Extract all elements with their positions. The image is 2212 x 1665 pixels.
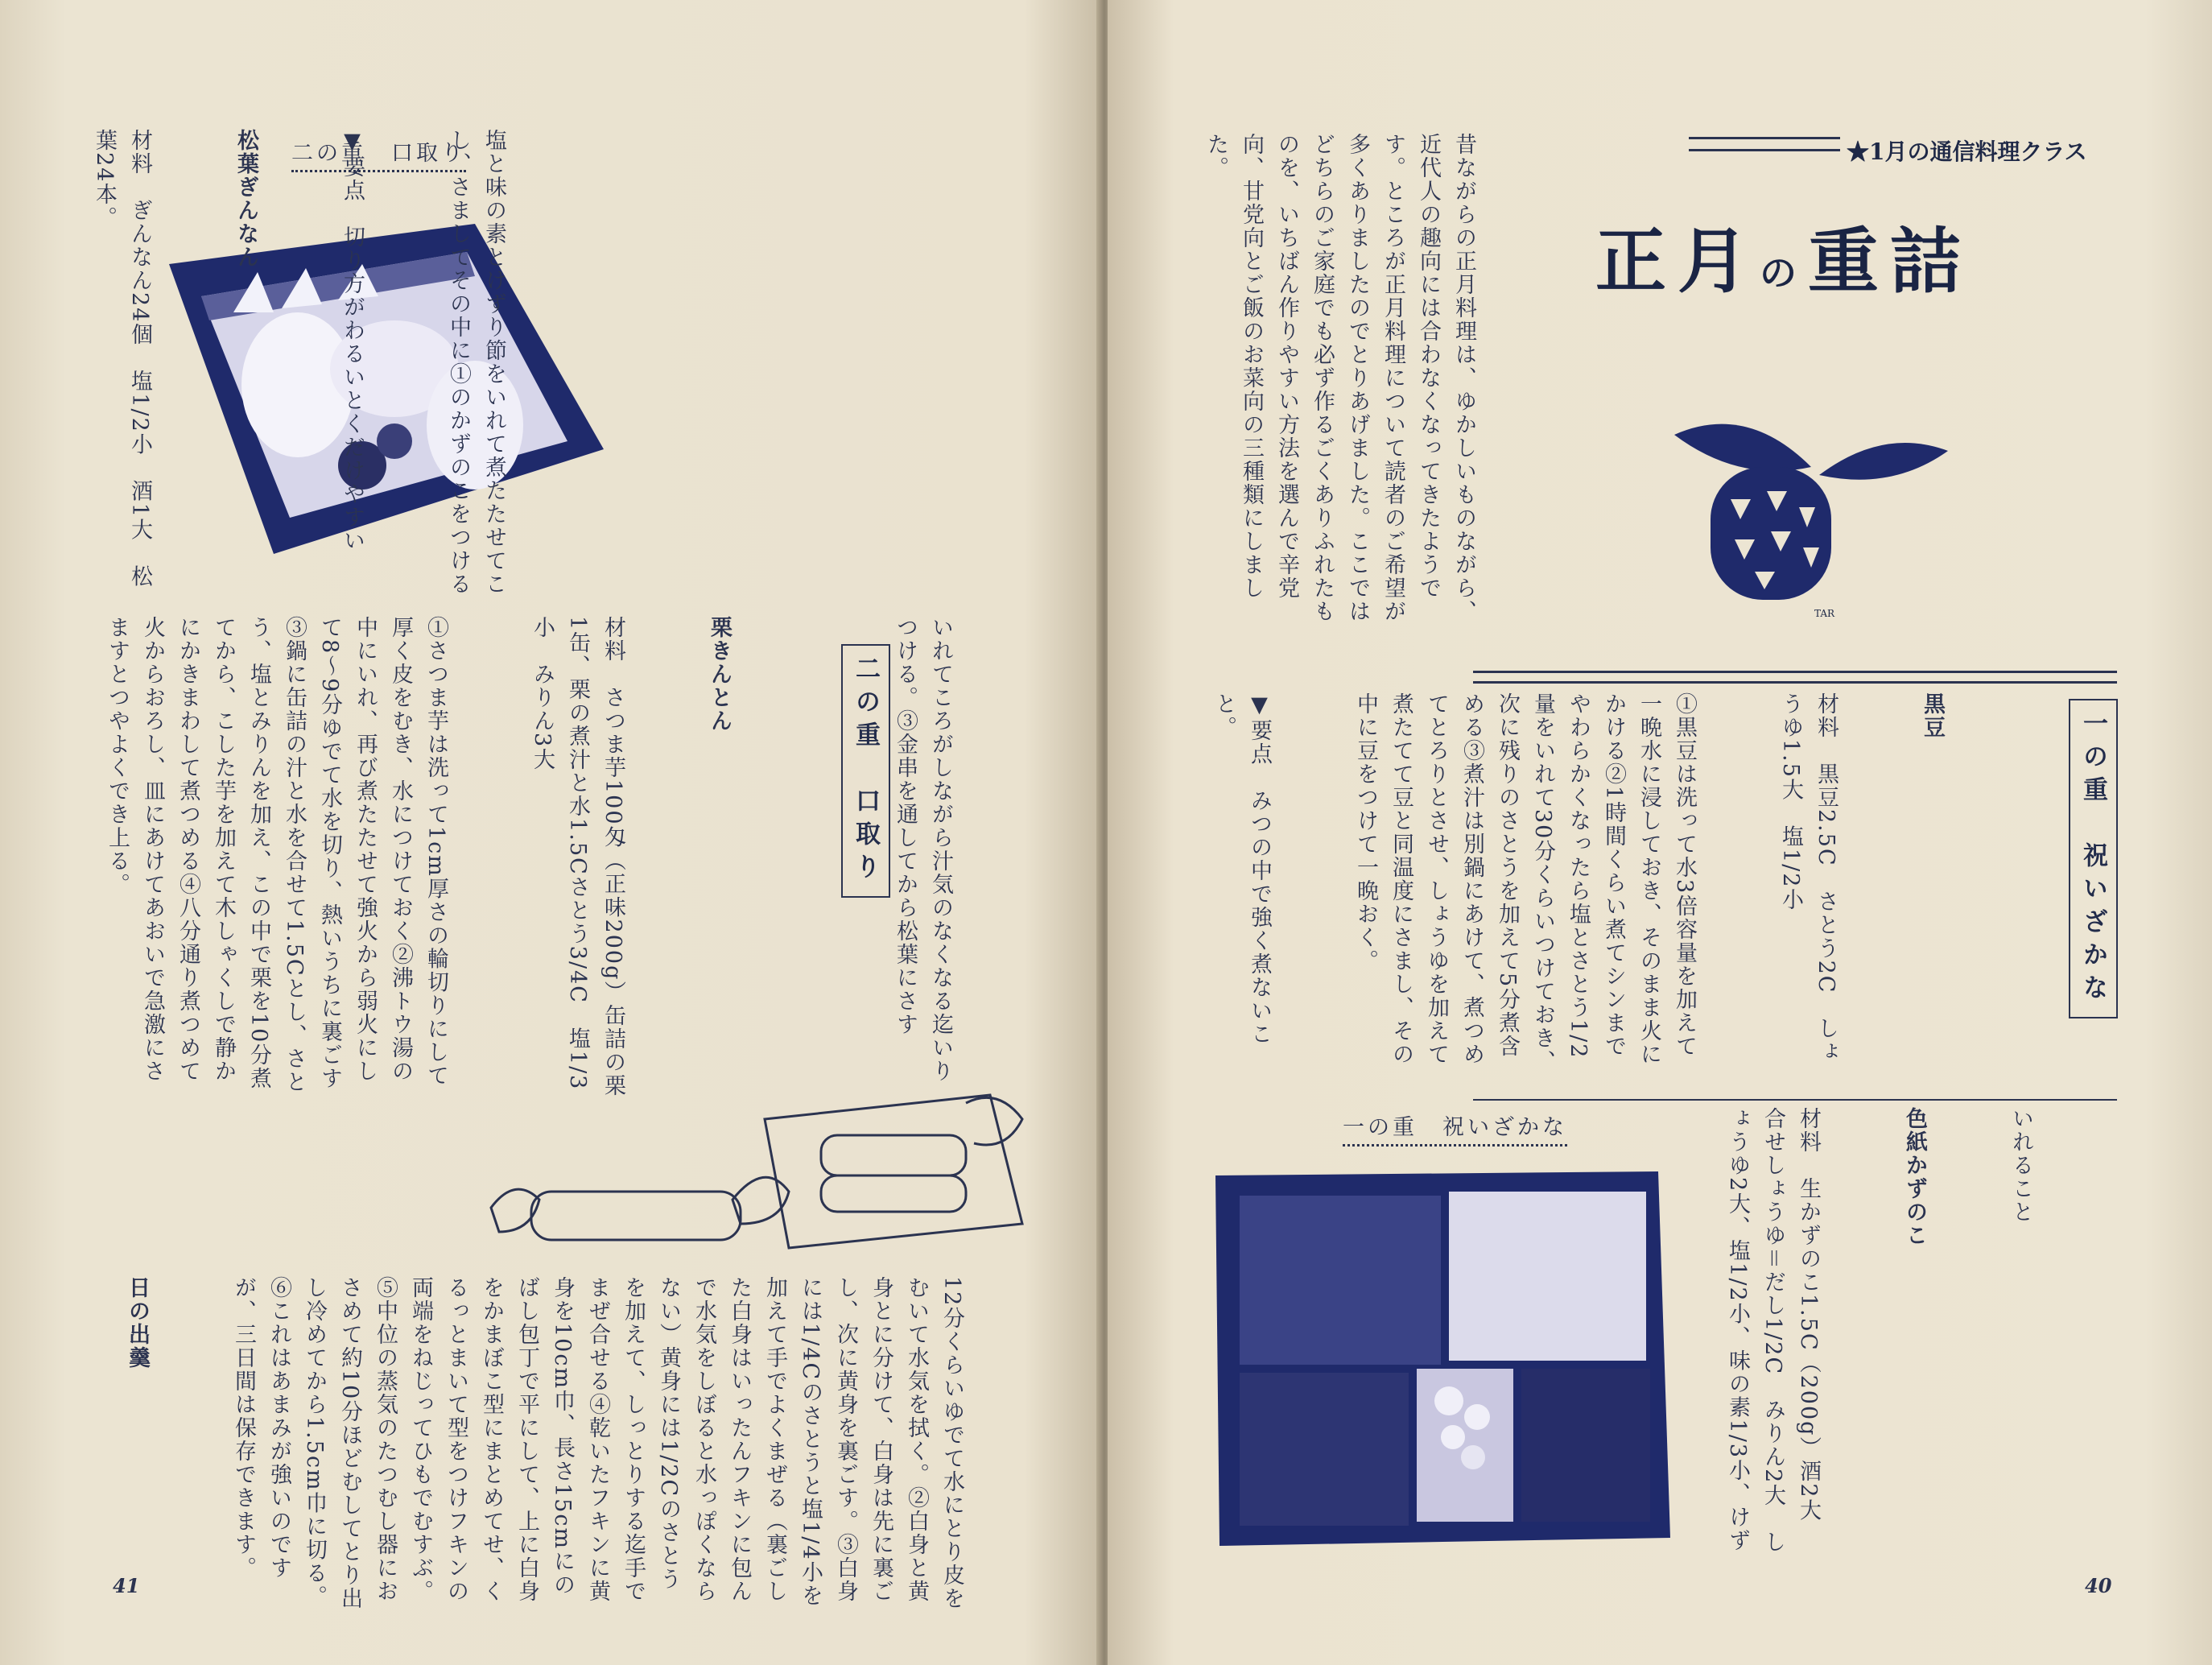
page-number: 40 [2085, 1574, 2112, 1597]
left-page [0, 0, 1101, 1665]
text-paragraph: 12分くらいゆでて水にとり皮をむいて水気を拭く。②白身と黄身とに分けて、白身は先に裏ごし、次に黄身を裏ごす。③白身には1/4Cのさとうと塩1/4小を加えて手でよくまぜる（裏ごした白身はいったんフキンに包んで水気をしぼると水っぽくならない）黄身には1/2Cのさとうを加えて、しっとりする迄手でまぜ合せる④乾いたフキンに黄身を10cm巾、長さ15cmにのばし包丁で平にして、上に白身をかまぼこ型にまとめてせ、くるっとまいて型をつけフキンの両端をねじってひもでむすぶ。⑤中位の蒸気のたつむし器におさめて約10分ほどむしてとり出し冷めてから1.5cm巾に切る。⑥これはあまみが強いのですが、三日間は保存できます。 [231, 1276, 964, 1611]
recipe-title-ginnan: 松葉ぎんなん [233, 129, 258, 269]
title-particle: の [1760, 251, 1809, 295]
series-label: ★1月の通信料理クラス [1847, 138, 2087, 165]
series-rule [1689, 137, 1840, 151]
illustrator-signature: TAR [1814, 608, 1835, 619]
recipe-column-bottom-left [90, 1276, 1040, 1614]
text-paragraph: いれてころがしながら汁気のなくなる迄いりつける。③金串を通してから松葉にさす [893, 616, 953, 1083]
recipe-column-top-left [91, 129, 582, 596]
recipe-column-middle-right [1175, 692, 2020, 1079]
section-rule [1473, 1099, 2117, 1104]
recipe-title-kuromame: 黒豆 [1920, 692, 1945, 739]
recipe-column-mid-a [892, 616, 1029, 1099]
ingredients: 材料 ぎんなん24個 塩1/2小 酒1大 松葉24本。 [92, 129, 152, 589]
ingredients: 材料 さつま芋100匁（正味200g）缶詰の栗1缶、栗の煮汁と水1.5Cさとう3/4C 塩1/3小 みりん3大 [530, 616, 625, 1098]
page-number: 41 [113, 1574, 140, 1597]
recipe-title-hinode-kan: 日の出羹 [125, 1276, 150, 1370]
text-paragraph: いれること [2008, 1107, 2033, 1224]
recipe-column-bottom-right [1723, 1107, 2109, 1558]
intro-text: 昔ながらの正月料理は、ゆかしいものながら、近代人の趣向には合わなくなってきたようです。ところが正月料理について読者のご希望が多くありましたのでとりあげました。ここではどちらのご家庭でも必ず作るごくありふれたものを、いちばん作りやすい方法を選んで辛党向、甘党向とご飯のお菜向の三種類にしました。 [1203, 133, 1476, 623]
photo-caption-left: 二の重 口取り [291, 135, 466, 172]
text-paragraph: ①黒豆は洗って水3倍容量を加えて一晩水に浸しておき、そのまま火にかける②1時間くらい煮てシンまでやわらかくなったら塩とさとう1/2量をいれて30分くらいつけておき、次に残りのさとうを加えて5分煮含める③煮汁は別鍋にあけて、煮つめてとろりとさせ、しょうゆを加えて煮たてて豆と同温度にさまし、その中に豆をつけて一晩おく。 [1353, 692, 1697, 1074]
title-part-shogatsu: 正月 [1595, 219, 1760, 303]
rolling-illustration [475, 1071, 1038, 1280]
pine-tree-illustration [1666, 411, 1956, 604]
recipe-title-kuri-kinton: 栗きんとん [707, 616, 732, 733]
title-rule [1473, 671, 2117, 684]
ingredients: 材料 生かずのこ1.5C（200g）酒2大 合せしょうゆ＝だし1/2C みりん2大 しょうゆ2大、塩1/2小、味の素1/3小、けず [1725, 1107, 1821, 1555]
text-paragraph: 塩と味の素とけずり節をいれて煮たたせてこし、さましてその中に①のかずのこをつける [446, 129, 506, 596]
recipe-title-shikishi-kazunoko: 色紙かずのこ [1902, 1107, 1927, 1247]
point-note: ▼要点 みつの中で強く煮ないこと。 [1211, 692, 1272, 1046]
recipe-column-mid-b [99, 616, 807, 1099]
section-heading-ichino-ju: 一の重 祝いざかな [2069, 699, 2118, 1018]
point-note: ▼要点 切り方がわるいとくだけやすい [340, 129, 365, 552]
text-paragraph: ①さつま芋は洗って1cm厚さの輪切りにして厚く皮をむき、水につけておく②沸トウ湯の中にいれ、再び煮たたせて強火から弱火にして8〜9分ゆでて水を切り、熱いうちに裏ごす③鍋に缶詰の汁と水を合せて1.5Cとし、さとう、塩とみりんを加え、この中で栗を10分煮てから、こした芋を加えて木しゃくしで静かにかきまわして煮つめる④八分通り煮つめて火からおろし、皿にあけてあおいで急激にさますとつやよくでき上る。 [105, 616, 448, 1094]
ingredients: 材料 黒豆2.5C さとう2C しょうゆ1.5大 塩1/2小 [1778, 692, 1839, 1064]
jubako-photo-ichino-ju [1207, 1159, 1674, 1554]
main-title [1595, 205, 1972, 307]
photo-caption-right: 一の重 祝いざかな [1343, 1109, 1567, 1146]
title-part-jubako: 重詰 [1808, 219, 1973, 303]
section-heading-nino-ju: 二の重 口取り [841, 644, 890, 898]
